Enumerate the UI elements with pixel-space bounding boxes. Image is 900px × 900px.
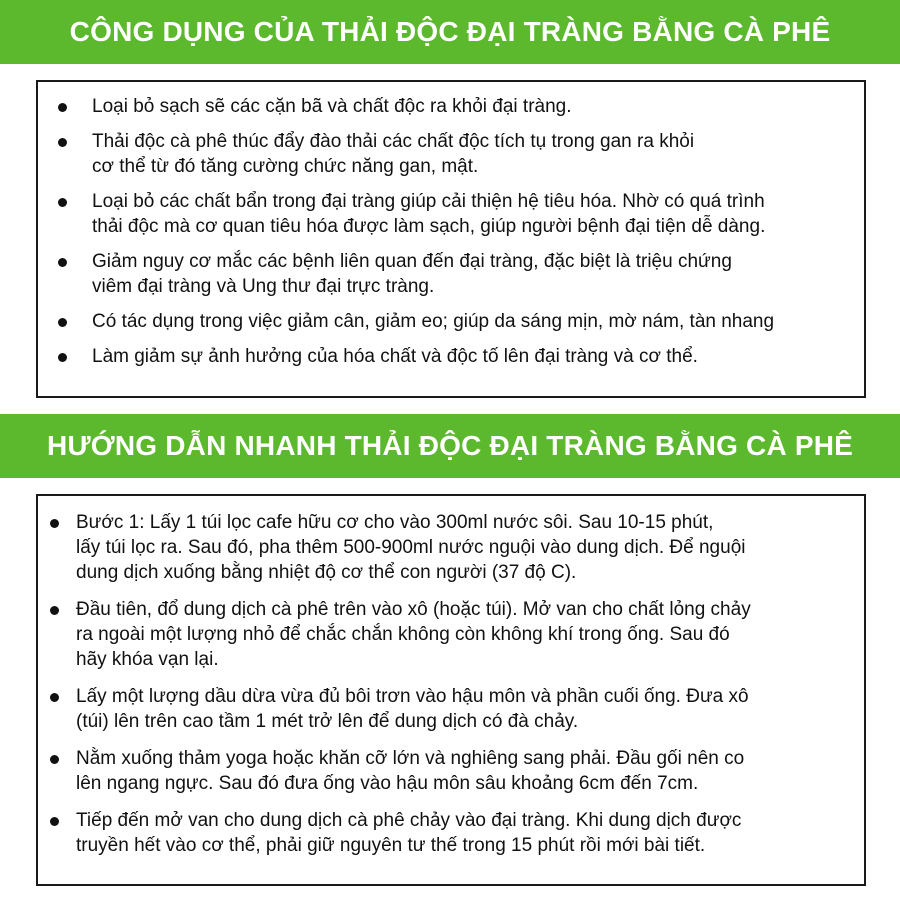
bullet-icon xyxy=(50,693,59,702)
bullet-icon xyxy=(50,606,59,615)
bullet-icon xyxy=(50,519,59,528)
benefit-item: Giảm nguy cơ mắc các bệnh liên quan đến đại tràng, đặc biệt là triệu chứng viêm đại tràng và Ung thư đại trực tràng. xyxy=(38,249,864,299)
section-2-title-banner xyxy=(0,414,900,478)
benefit-item: Thải độc cà phê thúc đẩy đào thải các chất độc tích tụ trong gan ra khỏi cơ thể từ đó tăng cường chức năng gan, mật. xyxy=(38,129,864,179)
benefits-box xyxy=(36,80,866,398)
bullet-icon xyxy=(50,755,59,764)
benefit-item: Có tác dụng trong việc giảm cân, giảm eo; giúp da sáng mịn, mờ nám, tàn nhang xyxy=(38,309,864,334)
instructions-box xyxy=(36,494,866,886)
instruction-item: Bước 1: Lấy 1 túi lọc cafe hữu cơ cho vào 300ml nước sôi. Sau 10-15 phút, lấy túi lọc ra. Sau đó, pha thêm 500-900ml nước nguội vào dung dịch. Để nguội dung dịch xuống bằng nhiệt độ cơ thể con người (37 độ C). xyxy=(38,510,864,585)
bullet-icon xyxy=(50,817,59,826)
section-1-title: CÔNG DỤNG CỦA THẢI ĐỘC ĐẠI TRÀNG BẰNG CÀ PHÊ xyxy=(69,16,831,47)
instruction-item: Lấy một lượng dầu dừa vừa đủ bôi trơn vào hậu môn và phần cuối ống. Đưa xô (túi) lên trên cao tầm 1 mét trở lên để dung dịch có đà chảy. xyxy=(38,684,864,734)
section-1-title-banner xyxy=(0,0,900,64)
benefits-list xyxy=(38,94,864,369)
bullet-icon xyxy=(58,258,67,267)
benefit-item: Loại bỏ sạch sẽ các cặn bã và chất độc ra khỏi đại tràng. xyxy=(38,94,864,119)
benefit-item: Làm giảm sự ảnh hưởng của hóa chất và độc tố lên đại tràng và cơ thể. xyxy=(38,344,864,369)
bullet-icon xyxy=(58,353,67,362)
section-2-title: HƯỚNG DẪN NHANH THẢI ĐỘC ĐẠI TRÀNG BẰNG CÀ PHÊ xyxy=(46,430,854,461)
bullet-icon xyxy=(58,318,67,327)
bullet-icon xyxy=(58,198,67,207)
instruction-item: Đầu tiên, đổ dung dịch cà phê trên vào xô (hoặc túi). Mở van cho chất lỏng chảy ra ngoài một lượng nhỏ để chắc chắn không còn không khí trong ống. Sau đó hãy khóa vạn lại. xyxy=(38,597,864,672)
instruction-item: Tiếp đến mở van cho dung dịch cà phê chảy vào đại tràng. Khi dung dịch được truyền hết vào cơ thể, phải giữ nguyên tư thế trong 15 phút rồi mới bài tiết. xyxy=(38,808,864,858)
instructions-list xyxy=(38,510,864,858)
bullet-icon xyxy=(58,138,67,147)
bullet-icon xyxy=(58,103,67,112)
instruction-item: Nằm xuống thảm yoga hoặc khăn cỡ lớn và nghiêng sang phải. Đầu gối nên co lên ngang ngực. Sau đó đưa ống vào hậu môn sâu khoảng 6cm đến 7cm. xyxy=(38,746,864,796)
benefit-item: Loại bỏ các chất bẩn trong đại tràng giúp cải thiện hệ tiêu hóa. Nhờ có quá trình thải độc mà cơ quan tiêu hóa được làm sạch, giúp người bệnh đại tiện dễ dàng. xyxy=(38,189,864,239)
